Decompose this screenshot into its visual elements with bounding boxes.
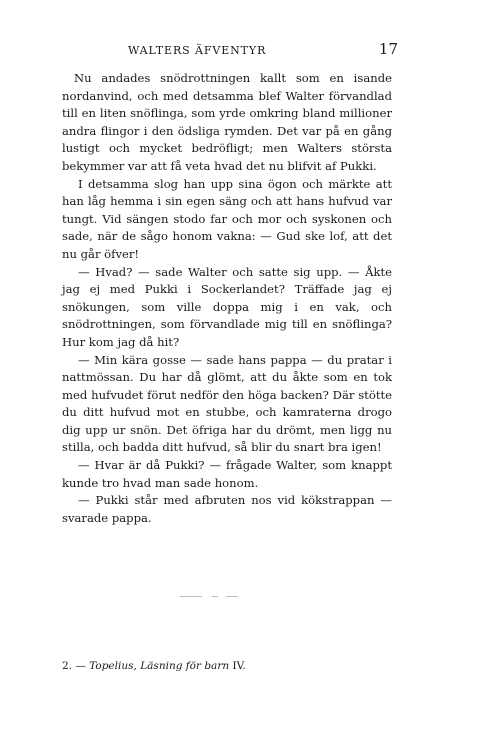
printer-signature	[62, 660, 246, 672]
paragraph: Nu andades snödrottningen kallt som en isande nordanvind, och med detsamma blef Walter förvandlad till en liten snöflinga, som yrde omkring bland millioner andra flingor i den ödsliga rymden. Det var på en gång lustigt och mycket bedröfligt; men Walters största bekymmer var att få veta hvad det nu blifvit af Pukki.	[62, 71, 392, 173]
body-text	[62, 70, 392, 527]
signature-mark: 2. —	[62, 660, 86, 672]
section-divider	[180, 596, 250, 598]
author-name: Topelius,	[89, 660, 137, 672]
paragraph: I detsamma slog han upp sina ögon och märkte att han låg hemma i sin egen säng och att hans hufvud var tungt. Vid sängen stodo far och mor och syskonen och sade, när de sågo honom vakna: — Gud ske lof, att det nu går öfver!	[62, 176, 392, 261]
paragraph: — Pukki står med afbruten nos vid kökstrappan — svarade pappa.	[62, 493, 392, 525]
running-title: WALTERS ÄFVENTYR	[128, 44, 267, 57]
paragraph: — Min kära gosse — sade hans pappa — du pratar i nattmössan. Du har då glömt, att du åkte som en tok med hufvudet förut nedför den höga backen? Där stötte du ditt hufvud mot en stubbe, och kamraterna drogo dig upp ur snön. Det öfriga har du drömt, men ligg nu stilla, och badda ditt hufvud, så blir du snart bra igen!	[62, 352, 392, 455]
page-number: 17	[378, 40, 398, 58]
page-header	[128, 40, 398, 58]
volume-number: IV.	[232, 660, 246, 672]
paragraph: — Hvar är då Pukki? — frågade Walter, som knappt kunde tro hvad man sade honom.	[62, 458, 392, 490]
book-title: Läsning för barn	[140, 660, 230, 672]
paragraph: — Hvad? — sade Walter och satte sig upp. — Åkte jag ej med Pukki i Sockerlandet? Träffade jag ej snökungen, som ville doppa mig i en vak, och snödrottningen, som förvandlade mig till en snöflinga? Hur kom jag då hit?	[62, 264, 392, 349]
